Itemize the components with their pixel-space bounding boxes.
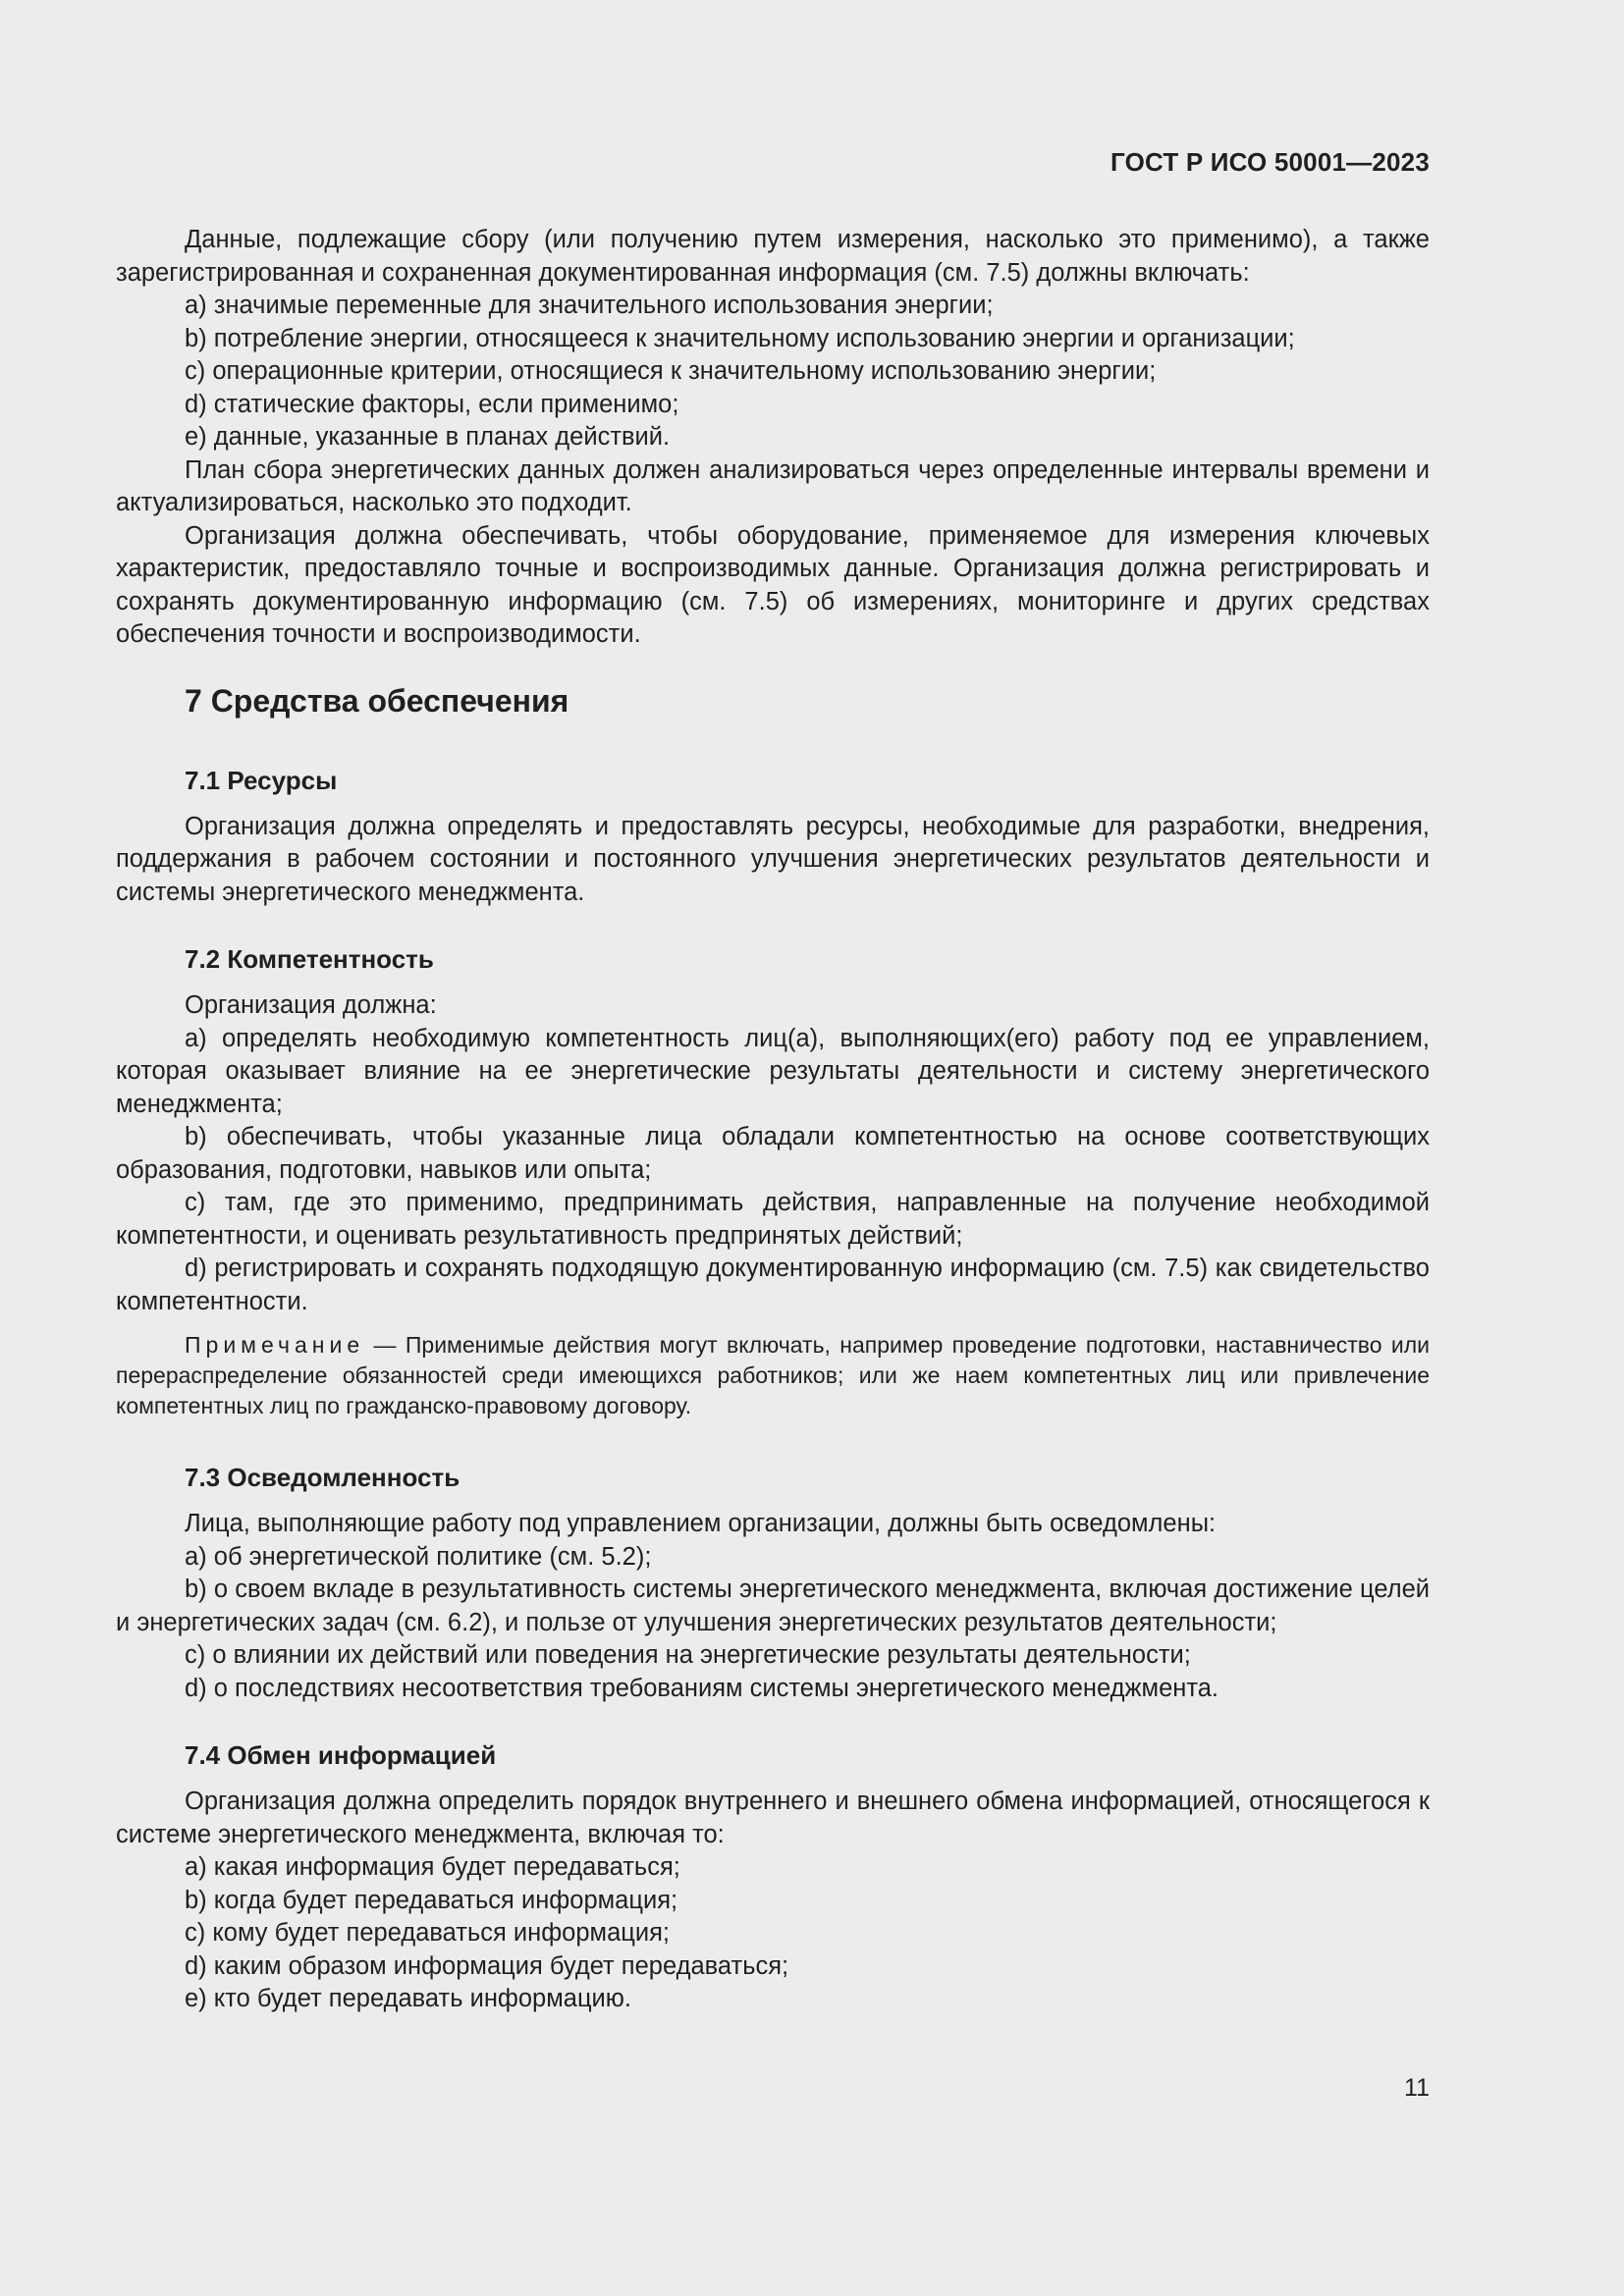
list-item: c) операционные критерии, относящиеся к значительному использованию энергии; (185, 357, 1157, 385)
page-content (116, 224, 1430, 2016)
note-label: Примечание (185, 1332, 365, 1358)
page-number: 11 (1404, 2074, 1430, 2102)
document-code: ГОСТ Р ИСО 50001—2023 (1110, 147, 1430, 177)
list-item: c) там, где это применимо, предпринимать действия, направленные на получение необходимой компетентности, и оценивать результативность предпринятых действий; (116, 1189, 1430, 1250)
subsection-heading: 7.4 Обмен информацией (185, 1740, 497, 1770)
paragraph: План сбора энергетических данных должен анализироваться через определенные интервалы времени и актуализироваться, насколько это подходит. (116, 455, 1430, 516)
list-item: a) какая информация будет передаваться; (185, 1853, 680, 1881)
list-item: e) кто будет передавать информацию. (185, 1985, 632, 2012)
paragraph: Организация должна определять и предоставлять ресурсы, необходимые для разработки, внедрения, поддержания в рабочем состоянии и постоянного улучшения энергетических результатов деятельности и системы энергетического менеджмента. (116, 812, 1430, 906)
subsection-heading: 7.1 Ресурсы (185, 765, 338, 795)
list-item: d) статические факторы, если применимо; (185, 390, 679, 418)
list-item: d) о последствиях несоответствия требованиям системы энергетического менеджмента. (185, 1674, 1219, 1702)
list-item: b) потребление энергии, относящееся к значительному использованию энергии и организации; (185, 324, 1295, 352)
document-page (116, 0, 1430, 2296)
list-item: d) регистрировать и сохранять подходящую документированную информацию (см. 7.5) как свидетельство компетентности. (116, 1255, 1430, 1315)
list-item: b) когда будет передаваться информация; (185, 1886, 678, 1914)
paragraph: Организация должна: (185, 991, 437, 1019)
list-item: a) об энергетической политике (см. 5.2); (185, 1542, 652, 1571)
list-item: b) обеспечивать, чтобы указанные лица обладали компетентностью на основе соответствующих образования, подготовки, навыков или опыта; (116, 1123, 1430, 1184)
list-item: c) о влиянии их действий или поведения на энергетические результаты деятельности; (185, 1641, 1191, 1669)
paragraph: Организация должна определить порядок внутреннего и внешнего обмена информацией, относящегося к системе энергетического менеджмента, включая то: (116, 1788, 1430, 1848)
paragraph: Данные, подлежащие сбору (или получению путем измерения, насколько это применимо), а также зарегистрированная и сохраненная документированная информация (см. 7.5) должны включать: (116, 226, 1430, 287)
list-item: d) каким образом информация будет передаваться; (185, 1951, 789, 1980)
list-item: c) кому будет передаваться информация; (185, 1919, 671, 1947)
paragraph: Лица, выполняющие работу под управлением организации, должны быть осведомлены: (185, 1510, 1217, 1537)
section-heading: 7 Средства обеспечения (185, 682, 569, 719)
subsection-heading: 7.2 Компетентность (185, 944, 434, 974)
note-dash: — (364, 1332, 406, 1358)
paragraph: Организация должна обеспечивать, чтобы оборудование, применяемое для измерения ключевых характеристик, предоставляло точные и воспроизводимых данные. Организация должна регистрировать и сохранять документированную информацию (см. 7.5) об измерениях, мониторинге и других средствах обеспечения точности и воспроизводимости. (116, 521, 1430, 648)
note-text: Применимые действия могут включать, например проведение подготовки, наставничество или перераспределение обязанностей среди имеющихся работников; или же наем компетентных лиц или привлечение компетентных лиц по гражданско-правовому договору. (116, 1332, 1430, 1418)
list-item: b) о своем вкладе в результативность системы энергетического менеджмента, включая достижение целей и энергетических задач (см. 6.2), и пользе от улучшения энергетических результатов деятельности; (116, 1575, 1430, 1636)
list-item: a) определять необходимую компетентность лиц(а), выполняющих(его) работу под ее управлением, которая оказывает влияние на ее энергетические результаты деятельности и систему энергетического менеджмента; (116, 1024, 1430, 1118)
list-item: e) данные, указанные в планах действий. (185, 423, 671, 451)
note (116, 1330, 1430, 1421)
list-item: a) значимые переменные для значительного использования энергии; (185, 292, 994, 319)
subsection-heading: 7.3 Осведомленность (185, 1463, 460, 1492)
